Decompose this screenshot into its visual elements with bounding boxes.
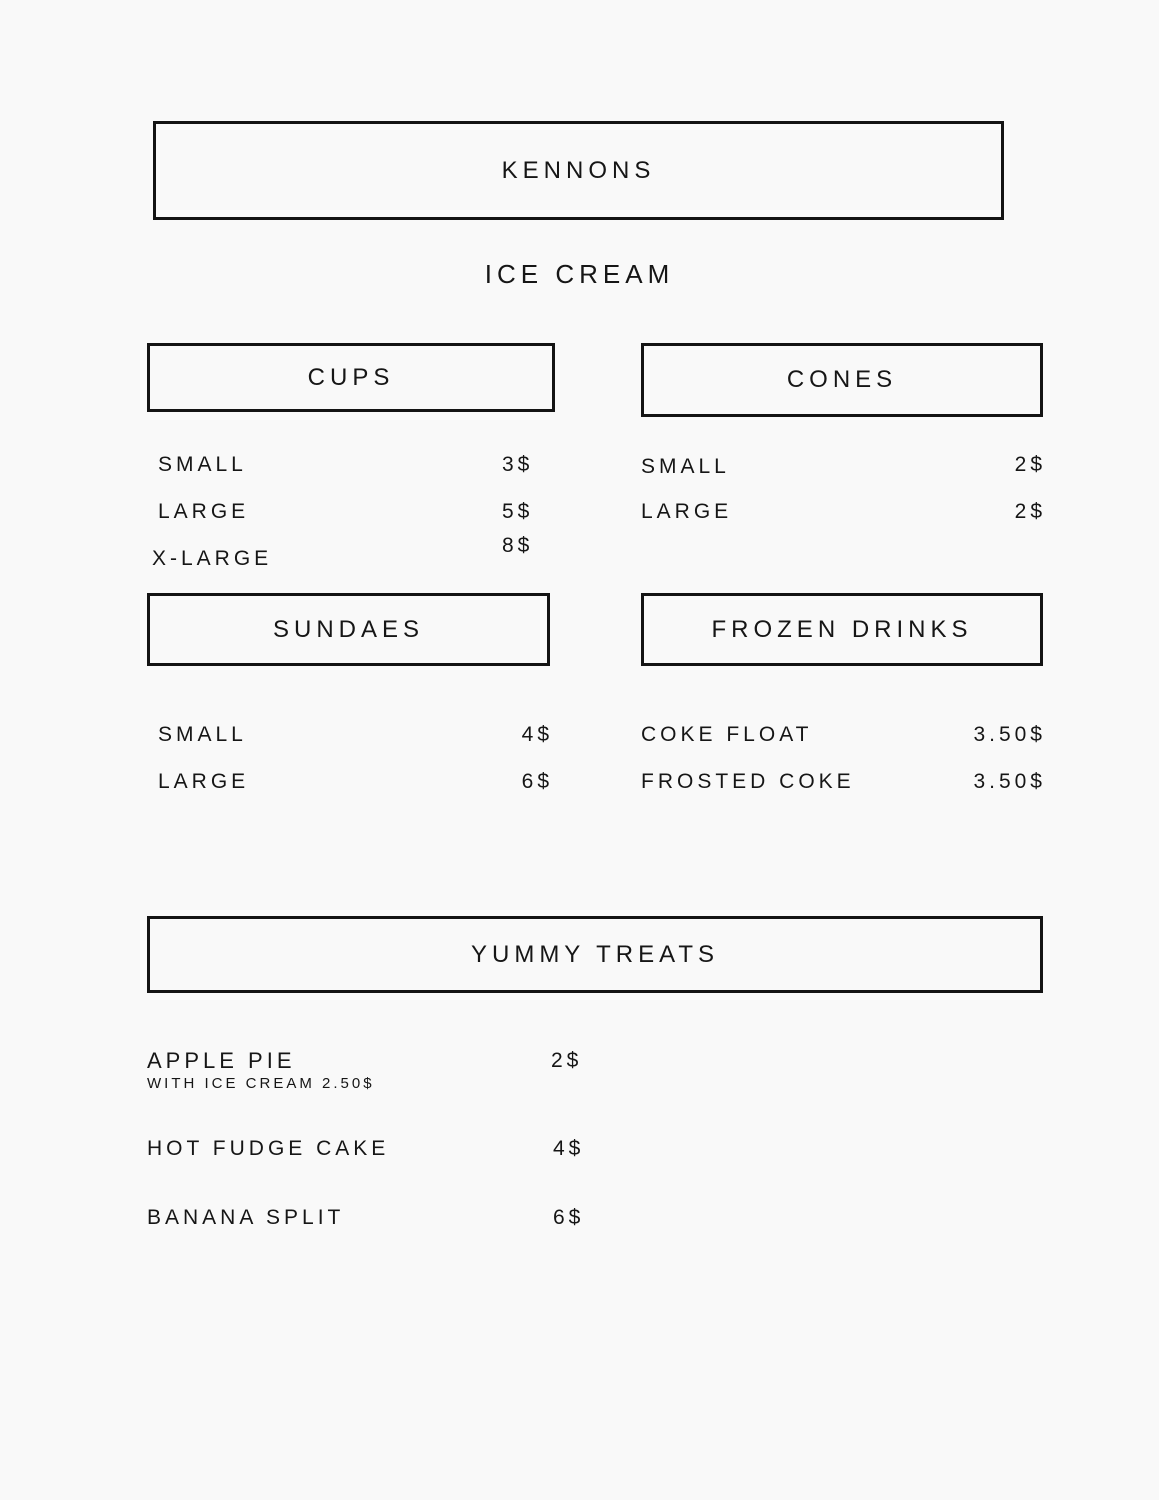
cones-item-large-name: LARGE xyxy=(641,500,733,523)
treats-item-apple-pie-name: APPLE PIE xyxy=(147,1048,296,1073)
cups-item-small-name: SMALL xyxy=(158,453,247,476)
sundaes-item-small-price: 4$ xyxy=(521,723,553,746)
sundaes-section-header xyxy=(147,593,550,666)
cones-item-large-price: 2$ xyxy=(1014,500,1046,523)
treats-item-apple-pie-price: 2$ xyxy=(551,1049,583,1072)
treats-item-banana-split-price: 6$ xyxy=(553,1206,585,1229)
frozen-drinks-section-title: FROZEN DRINKS xyxy=(711,615,973,643)
brand-title-box xyxy=(153,121,1004,220)
treats-item-apple-pie-note: WITH ICE CREAM 2.50$ xyxy=(147,1075,375,1092)
brand-title: KENNONS xyxy=(501,156,656,184)
cups-item-xlarge-price: 8$ xyxy=(502,534,534,557)
cups-item-xlarge-name: X-LARGE xyxy=(152,547,273,570)
treats-item-hot-fudge-cake-price: 4$ xyxy=(553,1137,585,1160)
treats-section-title: YUMMY TREATS xyxy=(470,940,720,968)
sundaes-section-title: SUNDAES xyxy=(272,615,425,643)
treats-item-banana-split-name: BANANA SPLIT xyxy=(147,1206,345,1229)
cups-item-small-price: 3$ xyxy=(502,453,534,476)
frozen-drinks-item-coke-float-price: 3.50$ xyxy=(973,723,1046,746)
cups-section-title: CUPS xyxy=(307,363,395,391)
cones-item-small-name: SMALL xyxy=(641,455,730,478)
treats-item-hot-fudge-cake-name: HOT FUDGE CAKE xyxy=(147,1137,390,1160)
frozen-drinks-item-frosted-coke-price: 3.50$ xyxy=(973,770,1046,793)
cups-item-large-price: 5$ xyxy=(502,500,534,523)
frozen-drinks-item-frosted-coke-name: FROSTED COKE xyxy=(641,770,855,793)
cones-item-small-price: 2$ xyxy=(1014,453,1046,476)
cups-item-large-name: LARGE xyxy=(158,500,250,523)
sundaes-item-large-name: LARGE xyxy=(158,770,250,793)
cones-section-title: CONES xyxy=(786,366,898,393)
cones-section-header xyxy=(641,343,1043,417)
menu-subtitle: ICE CREAM xyxy=(484,259,675,289)
sundaes-item-small-name: SMALL xyxy=(158,723,247,746)
treats-section-header xyxy=(147,916,1043,993)
frozen-drinks-section-header xyxy=(641,593,1043,666)
sundaes-item-large-price: 6$ xyxy=(521,770,553,793)
frozen-drinks-item-coke-float-name: COKE FLOAT xyxy=(641,723,813,746)
cups-section-header xyxy=(147,343,555,412)
